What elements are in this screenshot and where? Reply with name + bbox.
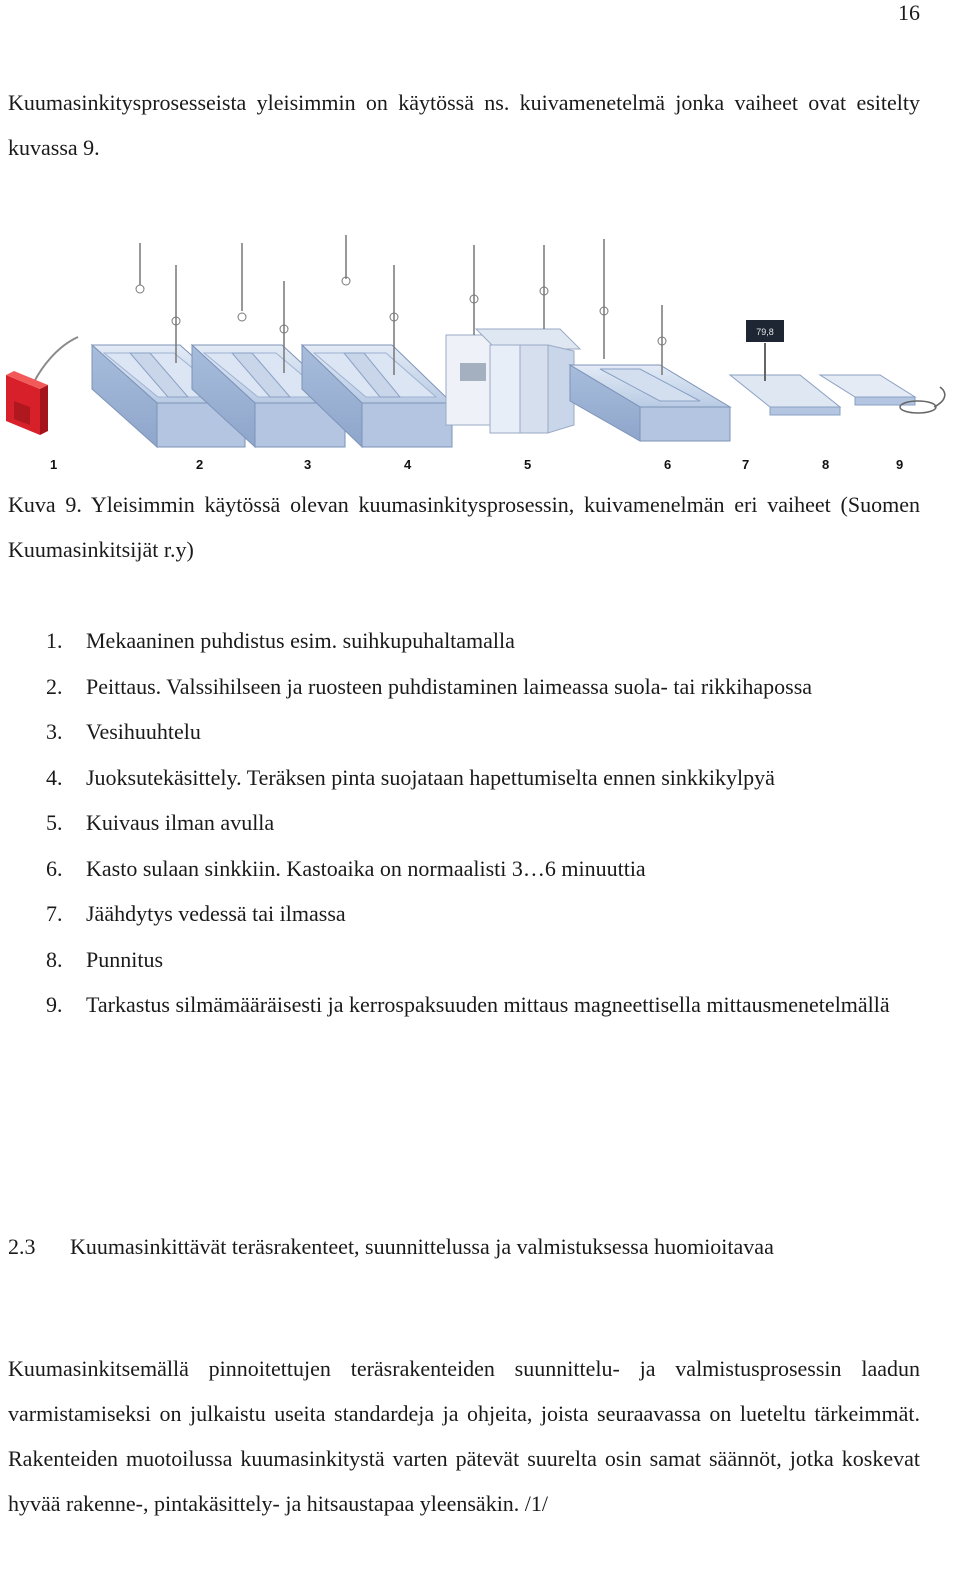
list-item-number: 8. (46, 946, 63, 972)
list-item-number: 1. (46, 628, 63, 653)
list-item (46, 846, 920, 892)
figure-label-4: 4 (404, 457, 412, 472)
section-heading: Kuumasinkittävät teräsrakenteet, suunnittelussa ja valmistuksessa huomioitavaa (70, 1234, 774, 1259)
step-5-dryer (446, 245, 580, 433)
list-item-number: 4. (46, 764, 63, 790)
process-steps-list (46, 618, 920, 1028)
list-item-number: 5. (46, 810, 63, 835)
list-item (46, 982, 920, 1028)
list-item-text: Kasto sulaan sinkkiin. Kastoaika on normaalisti 3…6 minuuttia (86, 855, 646, 881)
list-item (46, 664, 920, 710)
page-number: 16 (898, 0, 920, 25)
scale-display: 79,8 (756, 327, 774, 337)
list-item (46, 891, 920, 937)
figure-label-5: 5 (524, 457, 532, 472)
figure-label-8: 8 (822, 457, 830, 472)
step-6-zinc-bath (570, 239, 730, 441)
list-item-text: Punnitus (86, 946, 164, 972)
list-item-number: 2. (46, 673, 63, 699)
list-item (46, 755, 920, 801)
list-item (46, 800, 920, 846)
list-item (46, 709, 920, 755)
figure-label-7: 7 (742, 457, 750, 472)
figure-caption: Kuva 9. Yleisimmin käytössä olevan kuumasinkitysprosessin, kuivamenelmän eri vaiheet (Suomen Kuumasinkitsijät r.y) (8, 492, 920, 562)
step-labels (50, 457, 903, 472)
figure-label-6: 6 (664, 457, 672, 472)
list-item-number: 3. (46, 719, 63, 744)
list-item-text: Juoksutekäsittely. Teräksen pinta suojataan hapettumiselta ennen sinkkikylpyä (86, 764, 775, 790)
section-number: 2.3 (8, 1234, 36, 1259)
list-item-number: 9. (46, 992, 63, 1017)
list-item-text: Jäähdytys vedessä tai ilmassa (86, 901, 346, 926)
figure-label-1: 1 (50, 457, 58, 472)
galvanizing-process-figure (0, 225, 950, 490)
step-8-weighing (730, 320, 840, 415)
list-item (46, 618, 920, 664)
figure-label-2: 2 (196, 457, 204, 472)
figure-label-3: 3 (304, 457, 312, 472)
body-paragraph: Kuumasinkitsemällä pinnoitettujen teräsrakenteiden suunnittelu- ja valmistusprosessin laadun varmistamiseksi on julkaistu useita standardeja ja ohjeita, joista seuraavassa on lueteltu tärkeimmät. Rakenteiden muotoilussa kuumasinkitystä varten pätevät suurelta osin samat säännöt, jotka koskevat hyvää rakenne-, pintakäsittely- ja hitsaustapaa yleensäkin. /1/ (8, 1356, 920, 1516)
list-item-text: Vesihuuhtelu (86, 719, 201, 744)
list-item (46, 937, 920, 983)
list-item-number: 6. (46, 855, 63, 881)
figure-label-9: 9 (896, 457, 904, 472)
list-item-text: Peittaus. Valssihilseen ja ruosteen puhdistaminen laimeassa suola- tai rikkihapossa (86, 673, 813, 699)
list-item-text: Kuivaus ilman avulla (86, 810, 275, 835)
list-item-text: Mekaaninen puhdistus esim. suihkupuhaltamalla (86, 628, 515, 653)
intro-paragraph: Kuumasinkitysprosesseista yleisimmin on käytössä ns. kuivamenetelmä jonka vaiheet ovat esitelty kuvassa 9. (8, 90, 920, 160)
list-item-number: 7. (46, 901, 63, 926)
list-item-text: Tarkastus silmämääräisesti ja kerrospaksuuden mittaus magneettisella mittausmenetelmällä (86, 992, 890, 1017)
step-1-blasting-graphic (6, 337, 78, 435)
